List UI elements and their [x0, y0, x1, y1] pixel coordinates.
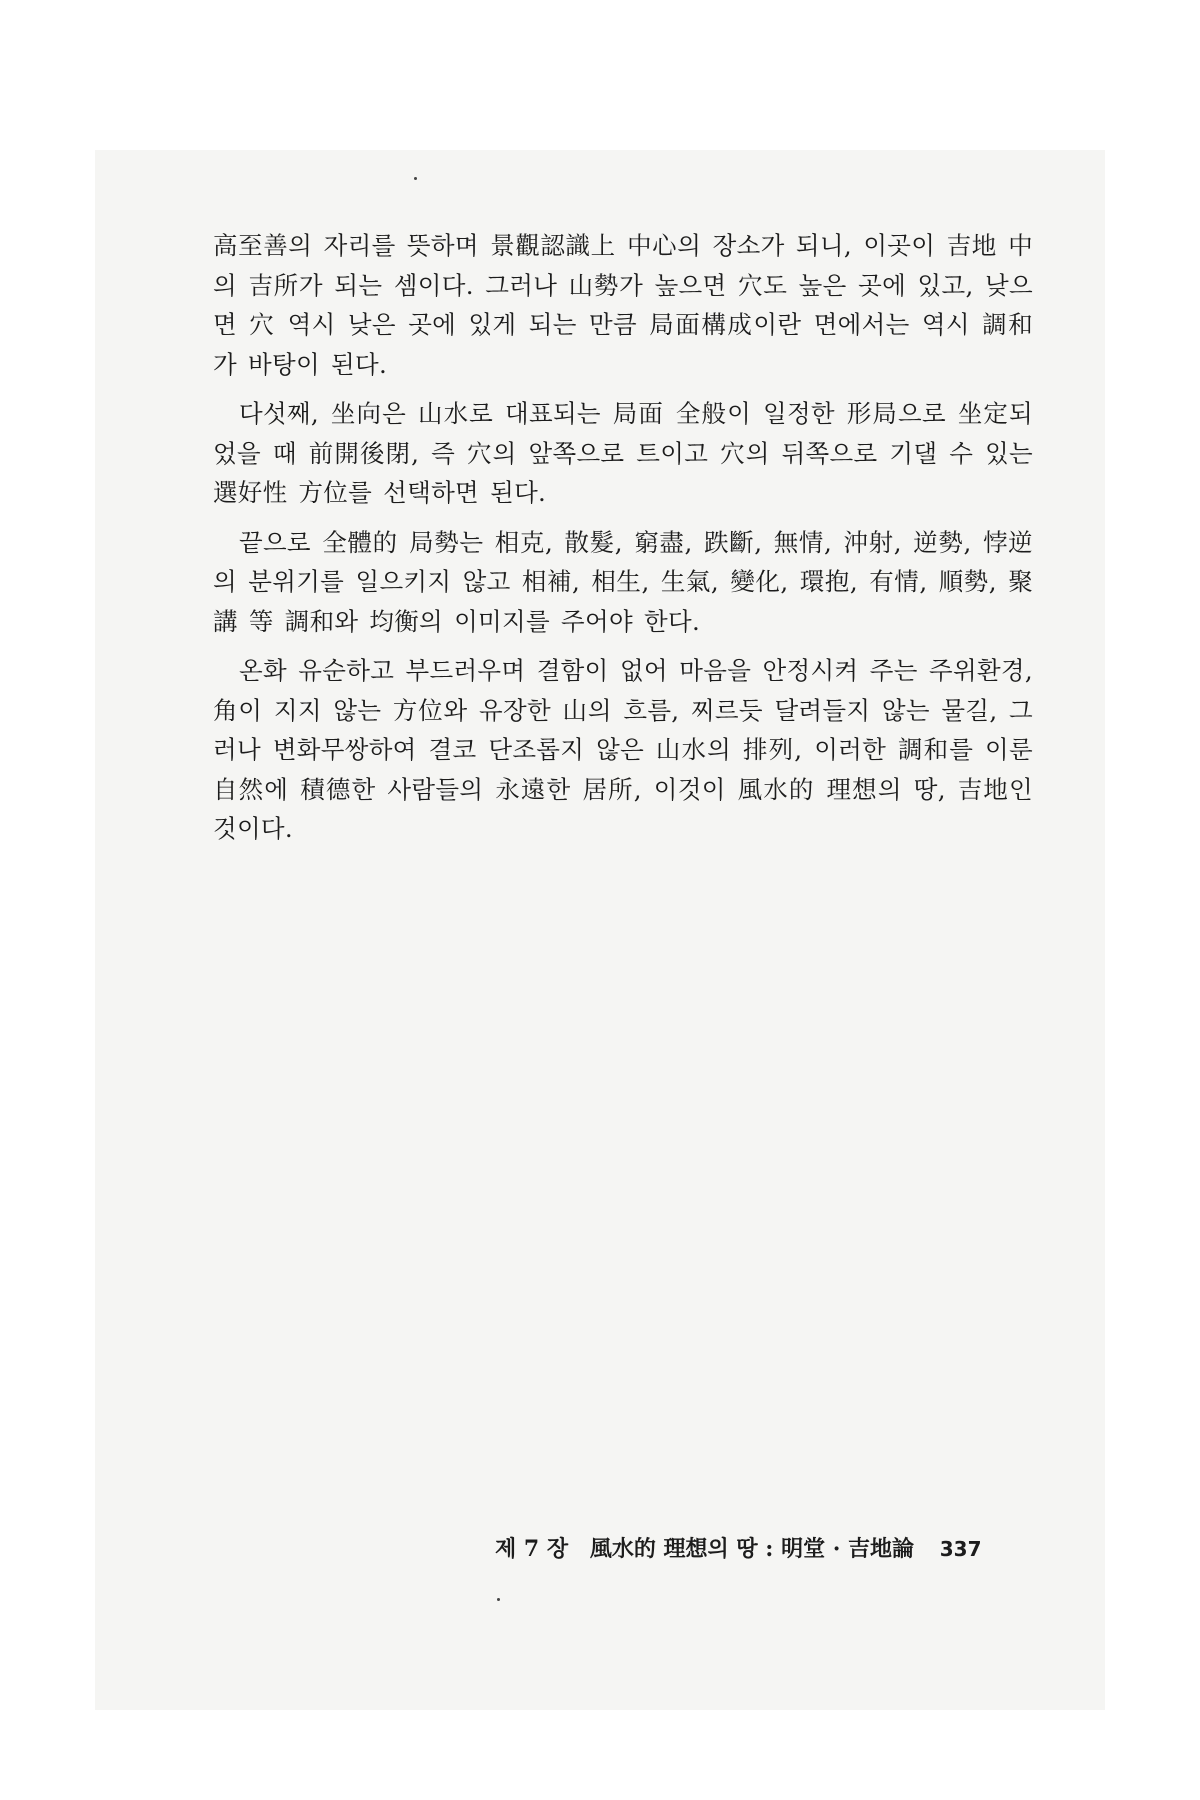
- body-text: [213, 226, 1033, 849]
- running-footer: [495, 1531, 1015, 1567]
- footer-chapter: 제 7 장: [495, 1536, 569, 1562]
- ink-speck: [414, 177, 417, 180]
- paragraph-fifth: 다섯째, 坐向은 山水로 대표되는 局面 全般이 일정한 形局으로 坐定되었을 때 前開後閉, 즉 穴의 앞쪽으로 트이고 穴의 뒤쪽으로 기댈 수 있는 選好性 方位를 선택하면 된다.: [213, 399, 1033, 507]
- paragraph-finally: 끝으로 全體的 局勢는 相克, 散髮, 窮盡, 跌斷, 無情, 沖射, 逆勢, 悖逆의 분위기를 일으키지 않고 相補, 相生, 生氣, 變化, 環抱, 有情, 順勢, 聚講 等 調和와 均衡의 이미지를 주어야 한다.: [213, 527, 1033, 636]
- ink-speck: [497, 1598, 500, 1601]
- page-number: 337: [939, 1537, 982, 1561]
- footer-title: 風水的 理想의 땅 : 明堂 · 吉地論: [589, 1536, 915, 1562]
- paragraph-continued: 高至善의 자리를 뜻하며 景觀認識上 中心의 장소가 되니, 이곳이 吉地 中의 吉所가 되는 셈이다. 그러나 山勢가 높으면 穴도 높은 곳에 있고, 낮으면 穴 역시 낮은 곳에 있게 되는 만큼 局面構成이란 면에서는 역시 調和가 바탕이 된다.: [213, 231, 1033, 379]
- paragraph-conclusion: 온화 유순하고 부드러우며 결함이 없어 마음을 안정시켜 주는 주위환경, 角이 지지 않는 方位와 유장한 山의 흐름, 찌르듯 달려들지 않는 물길, 그러나 변화무쌍하여 결코 단조롭지 않은 山水의 排列, 이러한 調和를 이룬 自然에 積德한 사람들의 永遠한 居所, 이것이 風水的 理想의 땅, 吉地인 것이다.: [213, 656, 1033, 843]
